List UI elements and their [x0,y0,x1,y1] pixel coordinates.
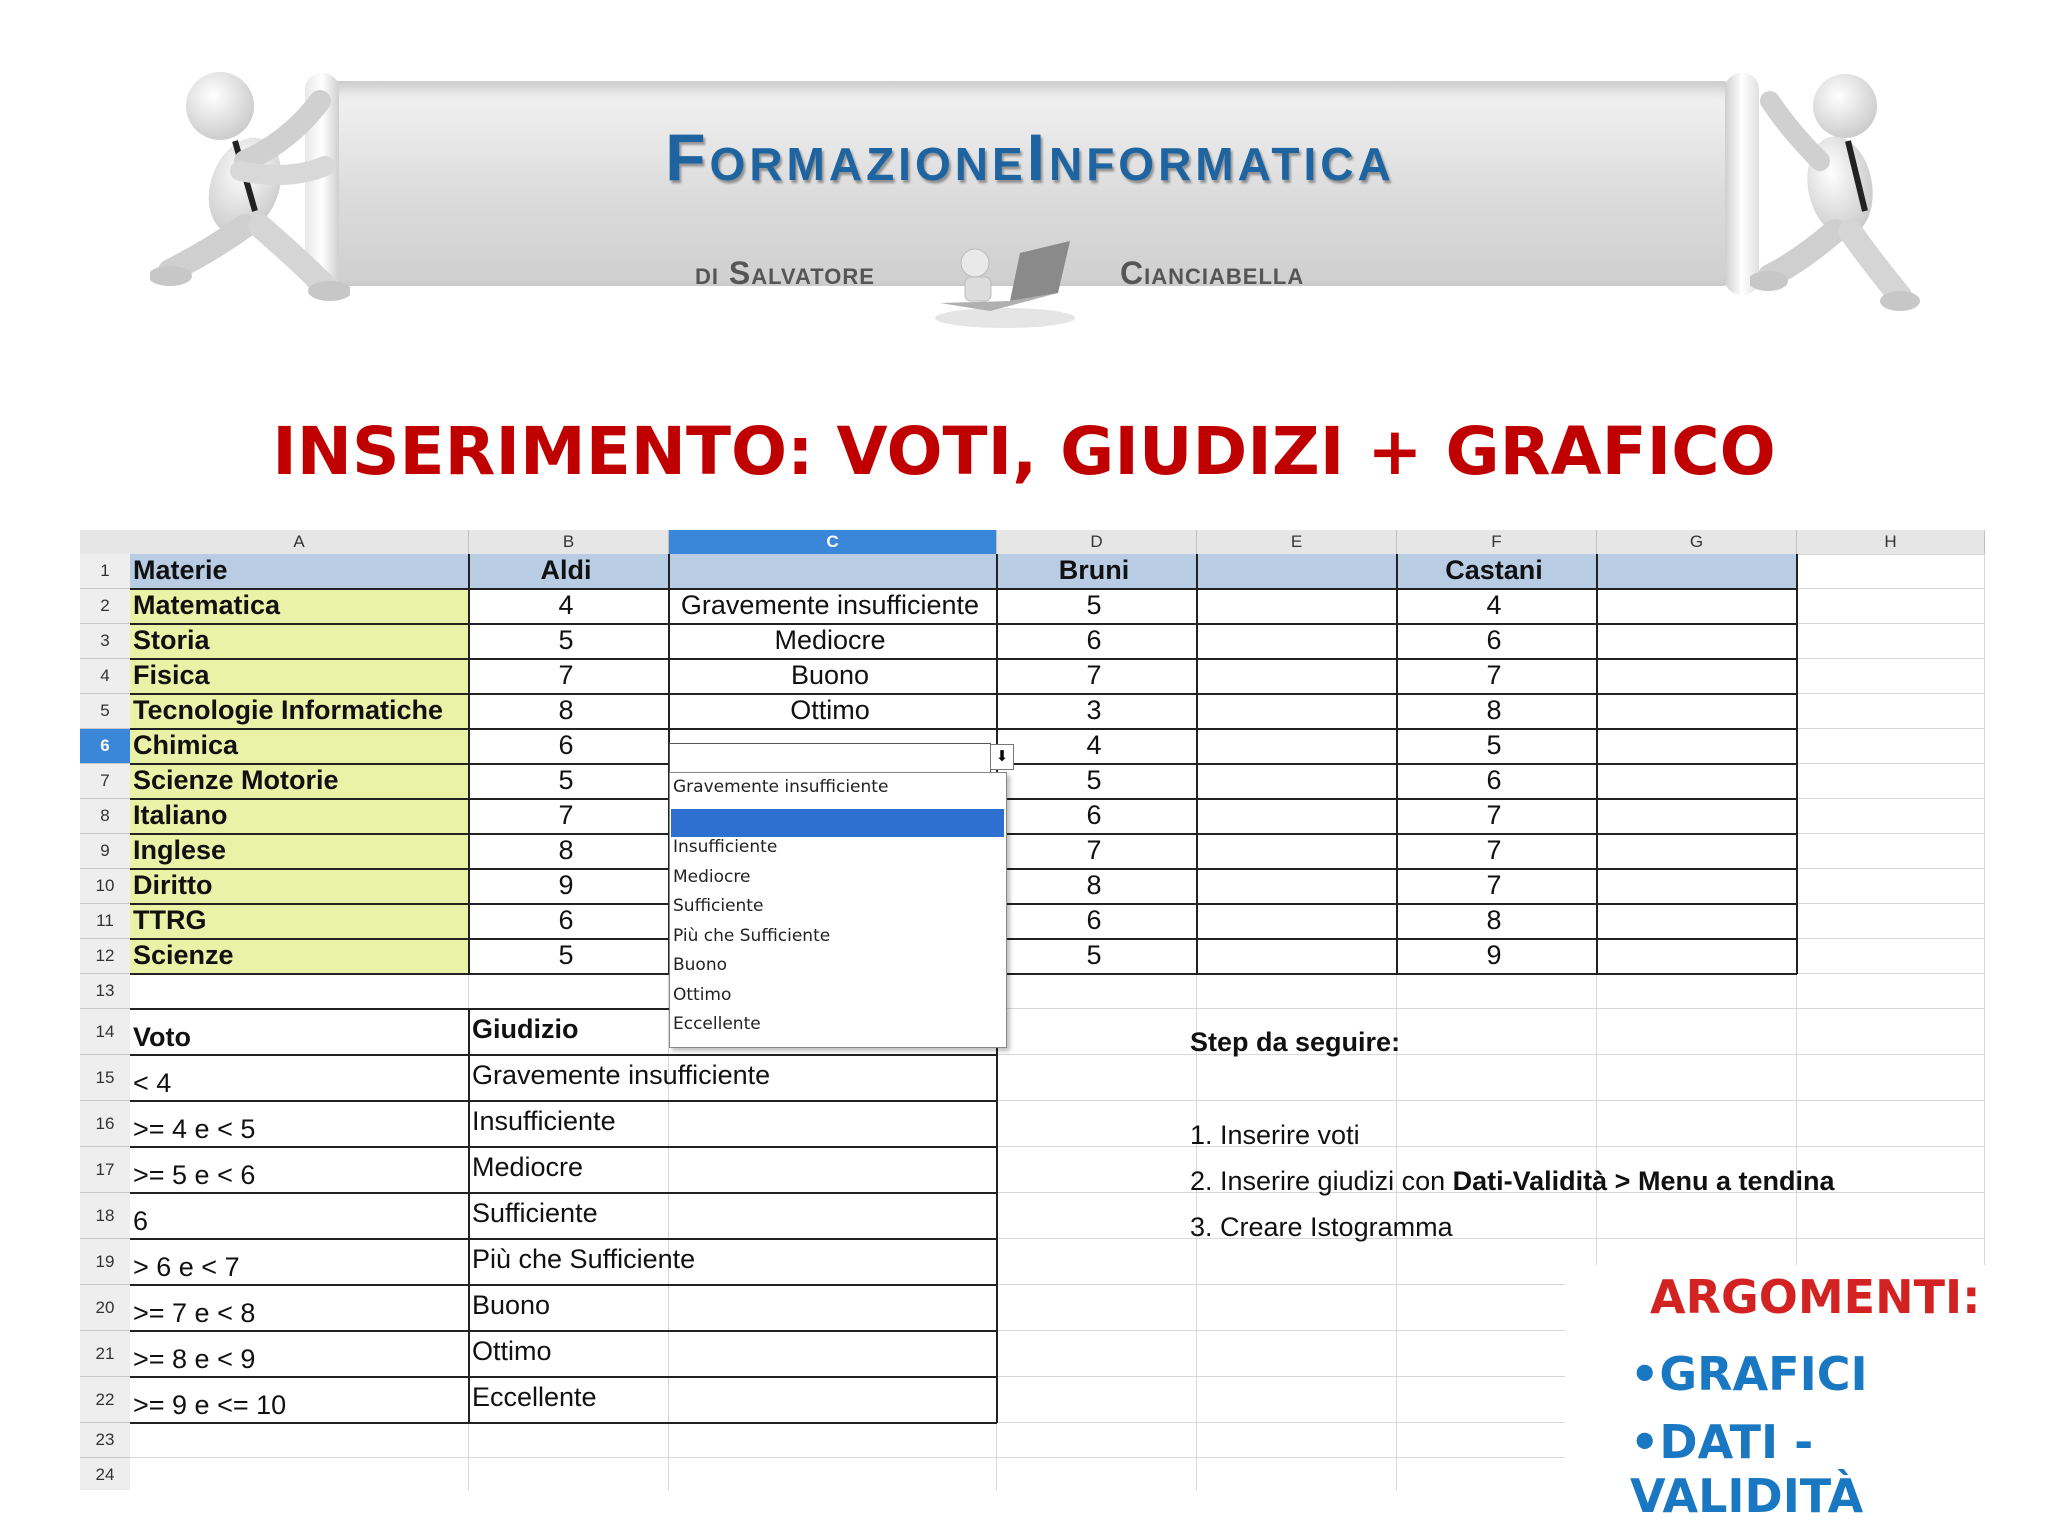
cell-materia[interactable]: Chimica [133,730,239,760]
table-border [669,588,997,590]
row-header-13[interactable]: 13 [80,974,130,1009]
dropdown-option[interactable]: Buono [673,955,728,975]
cell-bruni[interactable]: 7 [1086,835,1102,865]
row-header-9[interactable]: 9 [80,834,130,869]
cell-castani[interactable]: 7 [1486,660,1502,690]
step-2 [1190,1166,1834,1197]
validity-dropdown-list[interactable] [669,772,1007,1048]
table-border [130,693,669,695]
cell-aldi[interactable]: 8 [558,835,574,865]
column-header-b[interactable]: B [469,530,669,555]
step-3: 3. Creare Istogramma [1190,1212,1453,1242]
cell-materia[interactable]: Italiano [133,800,228,830]
row-header-22[interactable]: 22 [80,1377,130,1423]
step-1: 1. Inserire voti [1190,1120,1360,1150]
row-header-2[interactable]: 2 [80,589,130,624]
cell-bruni[interactable]: 8 [1086,870,1102,900]
spreadsheet[interactable] [80,530,1985,1490]
row-header-12[interactable]: 12 [80,939,130,974]
cell-materia[interactable]: Matematica [133,590,281,620]
table-border [130,1422,997,1424]
row-header-1[interactable]: 1 [80,554,130,589]
legend-header-giudizio[interactable]: Giudizio [472,1014,579,1044]
cell-castani[interactable]: 8 [1486,695,1502,725]
table-border [1596,554,1598,974]
table-border [130,1238,997,1240]
table-border [130,1146,997,1148]
table-border [130,1284,997,1286]
table-border [1796,554,1798,974]
cell-castani[interactable]: 7 [1486,835,1502,865]
row-header-23[interactable]: 23 [80,1423,130,1458]
table-border [130,588,669,590]
cell-castani[interactable]: 9 [1486,940,1502,970]
cell-aldi[interactable]: 6 [558,905,574,935]
table-border [669,728,997,730]
dropdown-option[interactable]: Ottimo [673,985,732,1005]
cell-castani[interactable]: 6 [1486,765,1502,795]
row-header-7[interactable]: 7 [80,764,130,799]
cell-castani[interactable]: 7 [1486,870,1502,900]
table-border [130,868,669,870]
cell-materia[interactable]: Diritto [133,870,213,900]
legend-giudizio[interactable]: Mediocre [472,1152,584,1182]
table-border [130,763,669,765]
cell-materia[interactable]: Inglese [133,835,227,865]
header-aldi[interactable]: Aldi [540,555,592,585]
cell-aldi[interactable]: 7 [558,660,574,690]
running-man-left-icon [150,61,350,321]
legend-header-voto[interactable]: Voto [133,1022,191,1052]
legend-giudizio[interactable]: Buono [472,1290,551,1320]
table-border [130,1330,997,1332]
header-bruni[interactable]: Bruni [1058,555,1130,585]
dropdown-arrow-icon[interactable]: ⬇ [990,744,1014,770]
row-header-4[interactable]: 4 [80,659,130,694]
cell-materia[interactable]: Scienze [133,940,234,970]
cell-bruni[interactable]: 5 [1086,940,1102,970]
cell-castani[interactable]: 4 [1486,590,1502,620]
banner-subtitle-right: Cianciabella [1120,255,1305,291]
cell-bruni[interactable]: 5 [1086,590,1102,620]
banner-logo [150,55,1910,365]
table-border [468,1009,470,1423]
row-header-3[interactable]: 3 [80,624,130,659]
column-header-d[interactable]: D [997,530,1197,555]
table-border [130,623,669,625]
row-header-19[interactable]: 19 [80,1239,130,1285]
row-header-24[interactable]: 24 [80,1458,130,1490]
header-materie[interactable]: Materie [133,555,228,585]
legend-giudizio[interactable]: Sufficiente [472,1198,598,1228]
table-border [669,693,997,695]
table-border [996,1009,998,1423]
row-header-20[interactable]: 20 [80,1285,130,1331]
legend-voto[interactable]: >= 5 e < 6 [133,1160,256,1190]
row-header-21[interactable]: 21 [80,1331,130,1377]
cell-castani[interactable]: 8 [1486,905,1502,935]
table-border [130,833,669,835]
banner-subtitle-left: di Salvatore [695,255,875,291]
cell-aldi[interactable]: 6 [558,730,574,760]
legend-giudizio[interactable]: Ottimo [472,1336,552,1366]
column-header-g[interactable]: G [1597,530,1797,555]
cell-bruni[interactable]: 6 [1086,625,1102,655]
cell-materia[interactable]: Fisica [133,660,210,690]
table-border [130,903,669,905]
legend-giudizio[interactable]: Più che Sufficiente [472,1244,696,1274]
cell-giudizio[interactable]: Ottimo [790,695,870,725]
cell-aldi[interactable]: 7 [558,800,574,830]
argomenti-item-dati-validita: •DATI - VALIDITÀ [1630,1415,1864,1523]
laptop-figure-icon [930,233,1080,333]
cell-castani[interactable]: 7 [1486,800,1502,830]
running-man-right-icon [1750,61,1920,321]
cell-bruni[interactable]: 6 [1086,800,1102,830]
banner-title: FormazioneInformatica [665,120,1395,194]
row-header-18[interactable]: 18 [80,1193,130,1239]
cell-bruni[interactable]: 7 [1086,660,1102,690]
cell-castani[interactable]: 5 [1486,730,1502,760]
legend-voto[interactable]: > 6 e < 7 [133,1252,240,1282]
cell-aldi[interactable]: 8 [558,695,574,725]
row-header-14[interactable]: 14 [80,1009,130,1055]
header-castani[interactable]: Castani [1445,555,1543,585]
cell-giudizio[interactable]: Mediocre [774,625,886,655]
cell-giudizio[interactable]: Gravemente insufficiente [680,590,980,620]
dropdown-option[interactable]: Eccellente [673,1014,761,1034]
table-border [130,658,669,660]
dropdown-option[interactable]: Gravemente insufficiente [673,777,889,797]
dropdown-option[interactable]: Insufficiente [673,837,778,857]
cell-aldi[interactable]: 5 [558,625,574,655]
active-cell-c6[interactable] [669,743,991,773]
cell-materia[interactable]: Tecnologie Informatiche [133,695,444,725]
table-border [130,798,669,800]
row-header-10[interactable]: 10 [80,869,130,904]
row-header-8[interactable]: 8 [80,799,130,834]
steps-title: Step da seguire: [1190,1027,1401,1057]
row-header-6[interactable]: 6 [80,729,130,764]
dropdown-option[interactable]: Sufficiente [673,896,764,916]
step-2-menu-path: Dati-Validità > Menu a tendina [1452,1166,1835,1196]
legend-voto[interactable]: < 4 [133,1068,172,1098]
table-border [669,658,997,660]
cell-materia[interactable]: TTRG [133,905,207,935]
column-header-c[interactable]: C [669,530,997,555]
row-header-11[interactable]: 11 [80,904,130,939]
cell-castani[interactable]: 6 [1486,625,1502,655]
column-header-f[interactable]: F [1397,530,1597,555]
legend-voto[interactable]: 6 [133,1206,149,1236]
dropdown-option[interactable]: Mediocre [673,867,751,887]
legend-giudizio[interactable]: Gravemente insufficiente [472,1060,771,1090]
row-header-16[interactable]: 16 [80,1101,130,1147]
cell-bruni[interactable]: 4 [1086,730,1102,760]
column-header-e[interactable]: E [1197,530,1397,555]
legend-voto[interactable]: >= 4 e < 5 [133,1114,256,1144]
page-title: INSERIMENTO: VOTI, GIUDIZI + GRAFICO [272,413,1776,490]
table-border [130,1100,997,1102]
legend-giudizio[interactable]: Eccellente [472,1382,597,1412]
cell-bruni[interactable]: 6 [1086,905,1102,935]
cell-aldi[interactable]: 4 [558,590,574,620]
row-header-15[interactable]: 15 [80,1055,130,1101]
legend-voto[interactable]: >= 9 e <= 10 [133,1390,287,1420]
cell-materia[interactable]: Storia [133,625,210,655]
dropdown-option[interactable]: Più che Sufficiente [673,926,831,946]
table-border [130,1054,997,1056]
row-header-17[interactable]: 17 [80,1147,130,1193]
argomenti-title: ARGOMENTI: [1650,1270,1981,1324]
cell-bruni[interactable]: 5 [1086,765,1102,795]
legend-voto[interactable]: >= 8 e < 9 [133,1344,256,1374]
legend-giudizio[interactable]: Insufficiente [472,1106,616,1136]
column-header-h[interactable]: H [1797,530,1985,555]
table-border [1396,554,1398,974]
step-2-prefix: 2. Inserire giudizi con [1190,1166,1453,1196]
cell-bruni[interactable]: 3 [1086,695,1102,725]
table-border [130,938,669,940]
cell-aldi[interactable]: 9 [558,870,574,900]
table-border [468,554,470,974]
argomenti-item-grafici: •GRAFICI [1630,1347,1868,1401]
row-header-5[interactable]: 5 [80,694,130,729]
table-border [130,1376,997,1378]
table-border [1196,554,1198,974]
cell-materia[interactable]: Scienze Motorie [133,765,339,795]
cell-aldi[interactable]: 5 [558,940,574,970]
cell-giudizio[interactable]: Buono [790,660,870,690]
legend-voto[interactable]: >= 7 e < 8 [133,1298,256,1328]
select-all-corner[interactable] [80,530,131,555]
table-border [130,728,669,730]
column-header-a[interactable]: A [130,530,469,555]
cell-aldi[interactable]: 5 [558,765,574,795]
dropdown-selected-highlight [671,809,1004,837]
table-border [669,623,997,625]
table-border [130,1192,997,1194]
